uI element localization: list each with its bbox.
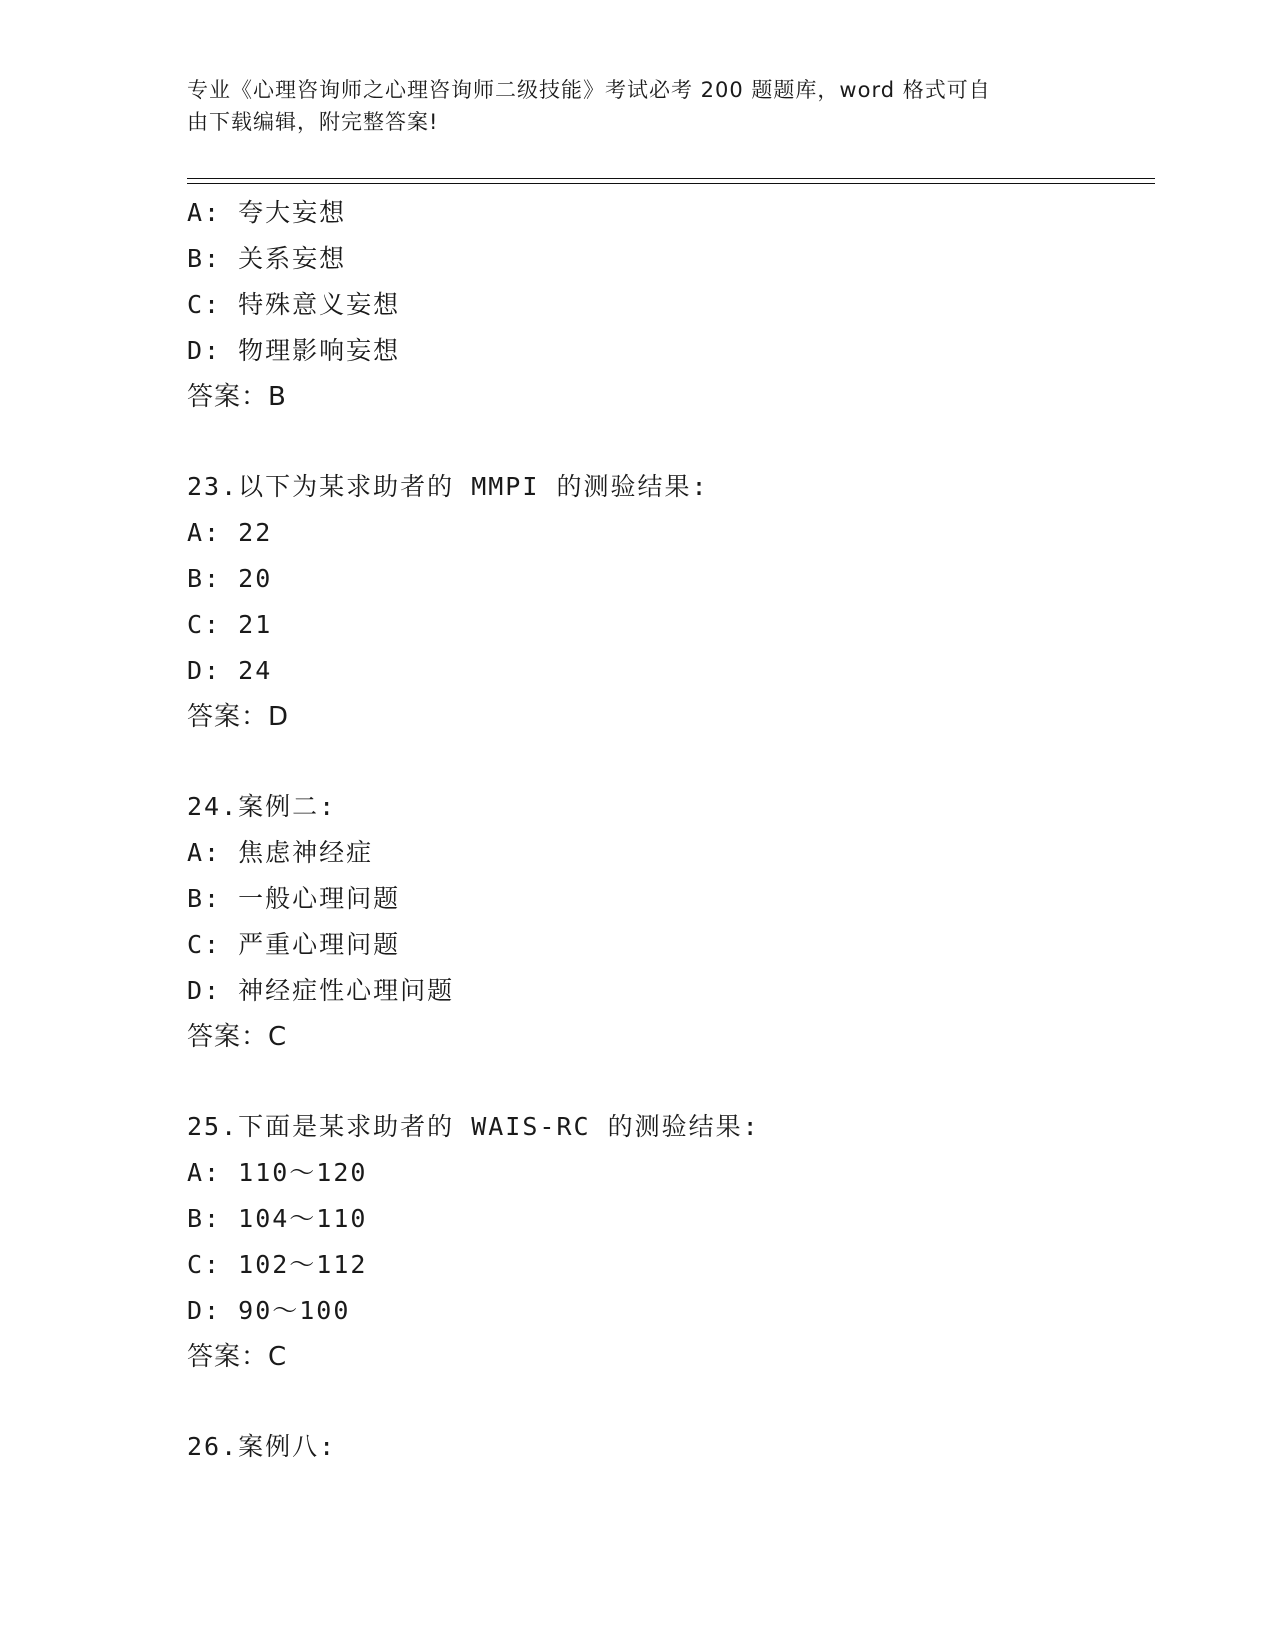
question-block — [187, 464, 1155, 740]
option-b: B: 20 — [187, 564, 273, 593]
question-block — [187, 784, 1155, 1060]
option-d: D: 神经症性心理问题 — [187, 976, 455, 1005]
question-text: 26.案例八: — [187, 1432, 337, 1461]
option-d: D: 90～100 — [187, 1296, 351, 1325]
question-block — [187, 1104, 1155, 1380]
answer-line: 答案：B — [187, 382, 287, 412]
header-divider-bottom — [187, 183, 1155, 184]
question-text: 24.案例二: — [187, 792, 337, 821]
option-a: A: 焦虑神经症 — [187, 838, 374, 867]
answer-line: 答案：D — [187, 702, 290, 732]
header-line-1: 专业《心理咨询师之心理咨询师二级技能》考试必考 200 题题库，word 格式可自 — [187, 78, 991, 102]
answer-line: 答案：C — [187, 1342, 288, 1372]
option-b: B: 一般心理问题 — [187, 884, 401, 913]
question-list — [187, 190, 1155, 1470]
option-c: C: 严重心理问题 — [187, 930, 401, 959]
option-d: D: 物理影响妄想 — [187, 336, 401, 365]
option-a: A: 夸大妄想 — [187, 198, 347, 227]
question-text: 23.以下为某求助者的 MMPI 的测验结果: — [187, 472, 709, 501]
answer-line: 答案：C — [187, 1022, 288, 1052]
header-line-2: 由下载编辑，附完整答案! — [187, 110, 439, 134]
option-a: A: 22 — [187, 518, 273, 547]
document-header — [187, 74, 1067, 138]
option-c: C: 21 — [187, 610, 273, 639]
question-text: 25.下面是某求助者的 WAIS-RC 的测验结果: — [187, 1112, 760, 1141]
question-block — [187, 1424, 1155, 1470]
header-divider-top — [187, 178, 1155, 179]
option-c: C: 特殊意义妄想 — [187, 290, 401, 319]
option-c: C: 102～112 — [187, 1250, 368, 1279]
option-d: D: 24 — [187, 656, 273, 685]
question-block — [187, 190, 1155, 420]
option-b: B: 104～110 — [187, 1204, 368, 1233]
option-b: B: 关系妄想 — [187, 244, 347, 273]
option-a: A: 110～120 — [187, 1158, 368, 1187]
